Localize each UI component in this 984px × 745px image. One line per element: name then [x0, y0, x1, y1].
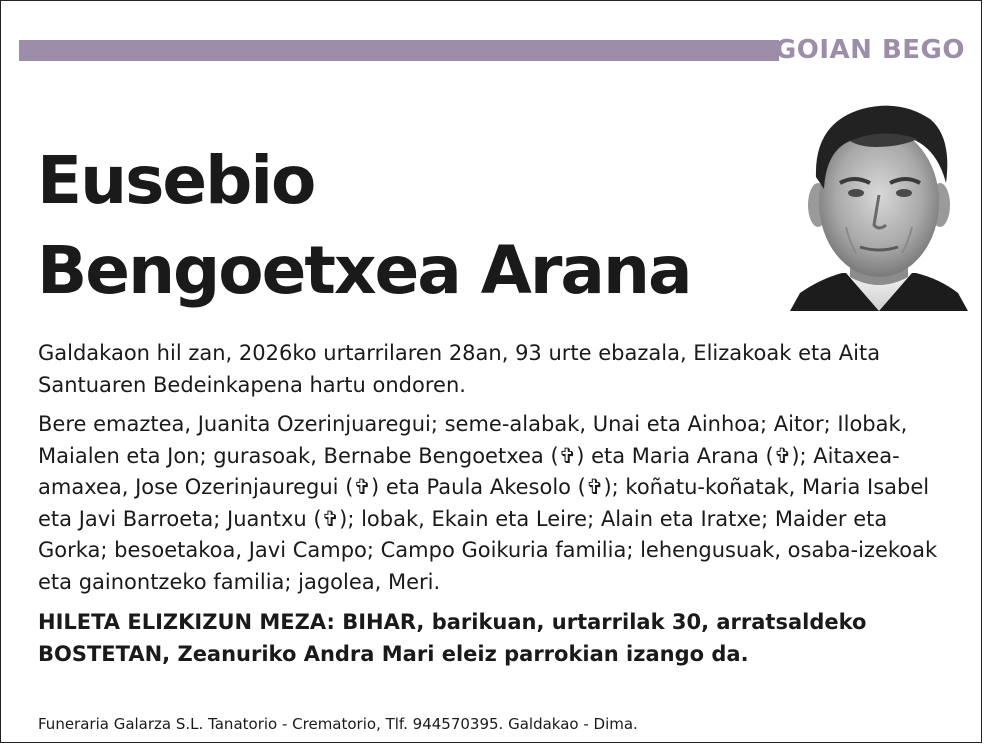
family-paragraph: Bere emaztea, Juanita Ozerinjuaregui; seme-alabak, Unai eta Ainhoa; Aitor; Ilobak, Maialen eta Jon; gurasoak, Bernabe Bengoetxea (✞) eta Maria Arana (✞); Aitaxea-amaxea, Jose Ozerinjauregui (✞) eta Paula Akesolo (✞); koñatu-koñatak, Maria Isabel eta Javi Barroeta; Juantxu (✞); lobak, Ekain eta Leire; Alain eta Iratxe; Maider eta Gorka; besoetakoa, Javi Campo; Campo Goikuria familia; lehengusuak, osaba-izekoak eta gainontzeko familia; jagolea, Meri. — [38, 412, 938, 594]
deceased-name — [37, 136, 691, 316]
funeral-service-paragraph: HILETA ELIZKIZUN MEZA: BIHAR, barikuan, urtarrilak 30, arratsaldeko BOSTETAN, Zeanuriko Andra Mari eleiz parrokian izango da. — [38, 610, 867, 666]
header-bar — [19, 40, 779, 61]
portrait-photo — [790, 97, 968, 311]
obituary-text — [38, 338, 958, 678]
header-label: GOIAN BEGO — [774, 35, 965, 65]
deceased-surname: Bengoetxea Arana — [37, 232, 691, 309]
announcement-paragraph: Galdakaon hil zan, 2026ko urtarrilaren 28an, 93 urte ebazala, Elizakoak eta Aita Santuaren Bedeinkapena hartu ondoren. — [38, 341, 881, 397]
funeral-home-footer: Funeraria Galarza S.L. Tanatorio - Crematorio, Tlf. 944570395. Galdakao - Dima. — [38, 715, 638, 733]
deceased-first-name: Eusebio — [37, 142, 315, 219]
